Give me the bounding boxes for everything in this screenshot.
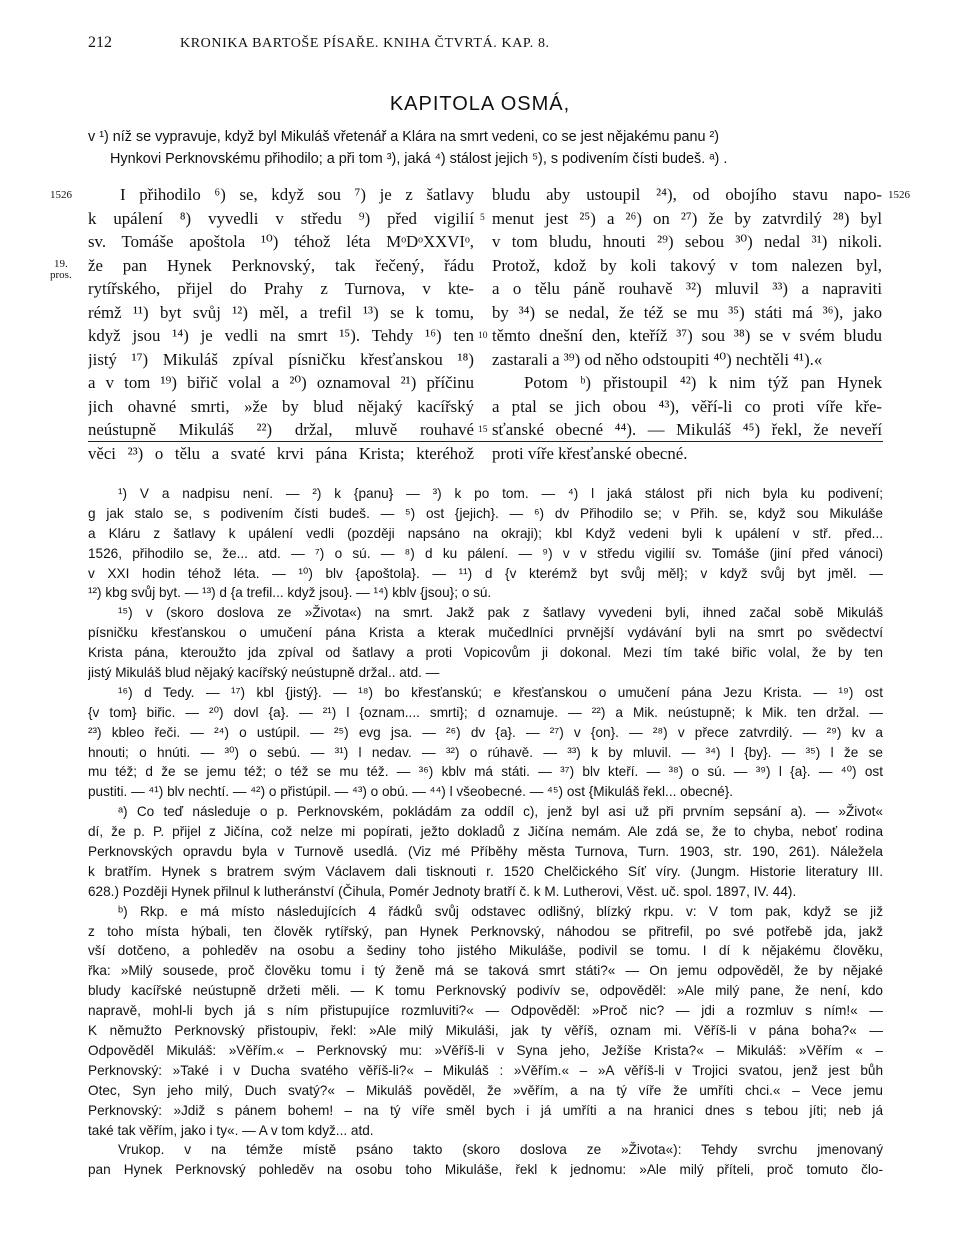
text-line: Protož, kdož by koli takový v tom nalezen byl, [492, 255, 882, 275]
footnote-line: mu též; d že se jemu též; o též se mu též. — ³⁶) kblv má státi. — ³⁷) blv kteří. — ³⁸) o sú. — ³⁹) l {a}. — ⁴⁰) ost [88, 764, 883, 780]
footnote-line: Krista pána, kteroužto jda zpíval od šatlavy a proti Vopicovům ji dokonal. Mezi tím také biřic volal, že by ten [88, 645, 883, 661]
footnote-line: g jak stalo se, s podivením čísti budeš. — ⁵) ost {jejich}. — ⁶) dv Přihodilo se; v Přih. se, když sou Mikuláše [88, 505, 883, 521]
text-line: k upálení ⁸) vyvedli v středu ⁹) před vigilií [88, 208, 474, 228]
footnote-line: napravě, mohl-li bych já s ním přistupujíce rozmluviti?« — Odpověděl: »Proč nic? — jdi a rozmluv s ním!« — [88, 1003, 883, 1019]
footnote-line: pan Hynek Perknovský pohleděv na osobu toho Mikuláše, řekl k jednomu: »Ale milý příteli, proč tomuto člo- [88, 1162, 883, 1178]
text-line: I přihodilo ⁶) se, když sou ⁷) je z šatlavy [120, 185, 474, 204]
text-line: sťanské obecné ⁴⁴). — Mikuláš ⁴⁵) řekl, že neveří [492, 420, 882, 439]
chapter-summary [88, 126, 893, 170]
footnote-line: vší dotčeno, a pohleděv na osobu a šediny toho jistého Mikuláše, podivil se tomu. I dí k nějakému člověku, [88, 943, 883, 959]
line-number: 15 [478, 425, 488, 435]
footnote-line: ¹) V a nadpisu není. — ²) k {panu} — ³) k po tom. — ⁴) l jaká stálost při nich byla ku podivení; [118, 486, 883, 501]
summary-line: v ¹) níž se vypravuje, když byl Mikuláš vřetenář a Klára na smrt vedeni, co se jest nějakému panu ²) [88, 129, 720, 145]
footnote-line: ᵃ) Co teď následuje o p. Perknovském, pokládám za oddíl c), jenž byl asi už při prvním sepsání a). — »Život« [118, 804, 883, 820]
margin-year-left: 1526 [50, 189, 72, 201]
footnote-line: v XXI hodin téhož léta. — ¹⁰) blv {apoštola}. — ¹¹) d {v kterémž byt svůj měl}; v když svůj byt jměl. — [88, 565, 883, 581]
text-line: rémž ¹¹) byt svůj ¹²) měl, a trefil ¹³) se k tomu, [88, 302, 474, 322]
page-number: 212 [88, 34, 112, 51]
text-line: sv. Tomáše apoštola ¹⁰) téhož léta MᵒDᵒXXVIᵒ, [88, 232, 474, 251]
text-line: rytířského, přijel do Prahy z Turnova, v kte- [88, 279, 474, 298]
page-header [88, 34, 888, 58]
margin-year-right: 1526 [888, 189, 910, 201]
text-line: Potom ᵇ) přistoupil ⁴²) k nim týž pan Hynek [524, 373, 882, 392]
footnote-line: písničku křesťanskou o umučení pána Krista a kterak mučedlníci prvnější vydávání byli na smrt po svědectví [88, 625, 883, 641]
footnote-line: dí, že p. P. přijel z Jičína, což nelze mi popírati, ježto dokladů z Jičína nemám. Ale zdá se, že to chyba, neboť rodina [88, 824, 883, 840]
footnote-line: Perknovských opravdu byla v Turnově usedlá. (Viz mé Příběhy města Turnova, Turn. 1903, str. 190, 261). Náležela [88, 844, 883, 860]
footnote-line: hnouti; o hnúti. — ³⁰) o sebú. — ³¹) l nedav. — ³²) o rúhavě. — ³³) k by mluvil. — ³⁴) l {by}. — ³⁵) l že se [88, 744, 883, 760]
footnote-line: {v tom} biřic. — ²⁰) dovl {a}. — ²¹) l {oznam.... smrti}; d oznamuje. — ²²) a Mik. neústupně; k Mik. ten držal. — [88, 704, 883, 720]
footnote-line: K němužto Perknovský přistoupiv, řekl: »Ale milý Mikuláši, jak ty věříš, oznam mi. Věříš-li v pána boha?« — [88, 1023, 883, 1039]
text-line: když jsou ¹⁴) je vedli na smrt ¹⁵). Tehdy ¹⁶) ten [88, 326, 474, 345]
footnote-line: jistý Mikuláš blud nějaký kacířský neústupně držal.. atd. — [88, 665, 440, 681]
footnote-line: k bratřím. Hynek s bratrem svým Václavem dali tisknouti r. 1520 Chelčického Síť víry. (Jungm. Historie literatury III. [88, 863, 883, 879]
text-line: by ³⁴) se nedal, že též se mu ³⁵) státi má ³⁶), jako [492, 302, 882, 322]
footnote-line: ²³) kbleo řeči. — ²⁴) o ustúpil. — ²⁵) evg jsa. — ²⁶) dv {a}. — ²⁷) v {on}. — ²⁸) v přece zatvrdilý. — ²⁹) kv a [88, 724, 883, 740]
summary-line: Hynkovi Perknovskému přihodilo; a při tom ³), jaká ⁴) stálost jejich ⁵), s podivením čísti budeš. ᵃ) . [110, 151, 728, 167]
footnote-line: ¹⁶) d Tedy. — ¹⁷) kbl {jistý}. — ¹⁸) bo křesťanskú; e křesťanskou o umučení pána Jezu Krista. — ¹⁹) ost [118, 684, 883, 700]
main-text-right-column [492, 183, 882, 465]
margin-date-month: pros. [50, 269, 72, 281]
footnote-line: pustiti. — ⁴¹) blv nechtí. — ⁴²) o přistúpil. — ⁴³) o obú. — ⁴⁴) l všeobecné. — ⁴⁵) ost {Mikuláš řekl... obecné}. [88, 784, 734, 800]
footnote-line: ¹²) kbg svůj byt. — ¹³) d {a trefil... když jsou}. — ¹⁴) kblv {jsou}; o sú. [88, 585, 492, 601]
text-line: těmto dnešní den, kteříž ³⁷) sou ³⁸) se v svém bludu [492, 326, 882, 345]
main-text-left-column [88, 183, 474, 465]
text-line: jistý ¹⁷) Mikuláš zpíval písničku křesťanskou ¹⁸) [88, 349, 474, 369]
footnote-line: bludy kacířské neústupně držeti měli. — K tomu Perknovský podivív se, odpověděl: »Ale milý pane, že není, kdo [88, 983, 883, 999]
footnote-line: Odpověděl Mikuláš: »Věřím.« – Perknovský mu: »Věříš-li v Syna jeho, Ježíše Krista?« – Mikuláš: »Věřím « – [88, 1042, 883, 1058]
text-line: jich ohavné smrti, »že by blud nějaký kacířský [88, 396, 474, 416]
footnote-line: z toho místa hýbali, ten člověk rytířský, pan Hynek Perknovský, náhodou se přitrefil, po své potřebě jda, jakž [88, 923, 883, 939]
line-number: 5 [480, 213, 485, 223]
footnote-line: řka: »Milý sousede, proč člověku tomu i tý ženě má se taková smrt státi?« — On jemu odpověděl, že by nějaké [88, 963, 883, 979]
footnote-line: a Kláru z šatlavy k upálení vedli (později napsáno na okraji); kbl Když vedeni byli k upálení v stř. před... [88, 525, 883, 541]
line-number: 10 [478, 331, 488, 341]
chapter-title: KAPITOLA OSMÁ, [389, 93, 571, 115]
footnote-line: ᵇ) Rkp. e má místo následujících 4 řádků svůj odstavec odlišný, blízký rkpu. v: V tom pak, když se již [118, 903, 883, 919]
text-line: a ptal se jich obou ⁴³), věří-li co proti víře kře- [492, 396, 882, 416]
footnote-line: 1526, přihodilo se, že... atd. — ⁷) o sú. — ⁸) d ku pálení. — ⁹) v v středu vigilií sv. Tomáše (jiní před vánoci) [88, 545, 883, 561]
text-line: neústupně Mikuláš ²²) držal, mluvě rouhavé [88, 420, 474, 439]
text-line: a o tělu páně rouhavě ³²) mluvil ³³) a napraviti [492, 279, 882, 298]
text-line: že pan Hynek Perknovský, tak řečený, řádu [88, 255, 474, 275]
text-line: bludu aby ustoupil ²⁴), od obojího stavu napo- [492, 185, 882, 204]
footnote-line: Perknovský: »Také i v Ducha svatého věříš-li?« – Mikuláš : »Věřím.« – »A věříš-li v Trojici svatou, jenž jest bůh [88, 1062, 883, 1078]
footnote-line: ¹⁵) v (skoro doslova ze »Života«) na smrt. Jakž pak z šatlavy vyvedeni byli, ihned začal sobě Mikuláš [118, 605, 883, 621]
text-line: věci ²³) o tělu a svaté krvi pána Krista; kteréhož [88, 443, 474, 463]
text-line: proti víře křesťanské obecné. [492, 443, 688, 463]
text-line: v tom bludu, hnouti ²⁹) sebou ³⁰) nedal ³¹) nikoli. [492, 232, 882, 251]
text-line: menut jest ²⁵) a ²⁶) on ²⁷) že by zatvrdilý ²⁸) byl [492, 208, 882, 228]
margin-date-day: 19. [54, 258, 68, 270]
footnote-line: Otec, Syn jeho milý, Duch svatý?« – Mikuláš pověděl, že »věřím, a na tý víře že umříti chci.« – Vece jemu [88, 1082, 883, 1098]
text-line: a v tom ¹⁹) biřič volal a ²⁰) oznamoval ²¹) příčinu [88, 373, 474, 392]
footnote-line: Vrukop. v na témže místě psáno takto (skoro doslova ze »Života«): Tehdy svrchu jmenovaný [118, 1142, 883, 1158]
footnote-divider [88, 441, 883, 442]
footnote-line: Perknovský: »Jdiž s pánem bohem! – na tý víře směl bych i já umříti a na hranici dnes s tebou jíti; neb já [88, 1102, 883, 1118]
footnote-line: také tak věřím, jako i ty«. — A v tom když... atd. [88, 1122, 374, 1138]
running-title: KRONIKA BARTOŠE PÍSAŘE. KNIHA ČTVRTÁ. KAP. 8. [180, 36, 550, 51]
footnote-line: 628.) Později Hynek přilnul k lutheránství (Čihula, Pomér Jednoty bratří č. k M. Lutherovi, Věst. uč. spol. 1897, IV. 44). [88, 883, 797, 899]
text-line: zastarali a ³⁹) od něho odstoupiti ⁴⁰) nechtěli ⁴¹).« [492, 349, 823, 369]
footnotes [88, 484, 883, 1180]
